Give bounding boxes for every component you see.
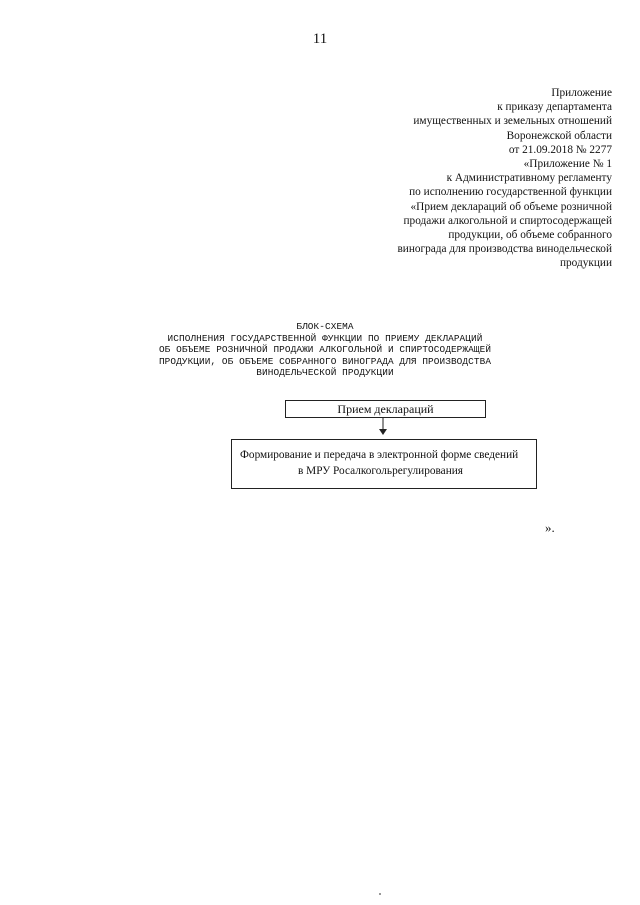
flowchart-step-reception xyxy=(285,400,486,418)
flow-arrow-down-icon xyxy=(376,418,390,439)
scheme-title-line: ПРОДУКЦИИ, ОБ ОБЪЕМЕ СОБРАННОГО ВИНОГРАДА ДЛЯ ПРОИЗВОДСТВА xyxy=(158,355,492,367)
flowchart-step-forming-line: Формирование и передача в электронной форме сведений xyxy=(240,449,519,461)
appendix-line: от 21.09.2018 № 2277 xyxy=(508,143,612,156)
appendix-line: Воронежской области xyxy=(506,129,612,142)
scheme-title-line: ИСПОЛНЕНИЯ ГОСУДАРСТВЕННОЙ ФУНКЦИИ ПО ПРИЕМУ ДЕКЛАРАЦИЙ xyxy=(167,332,483,344)
flowchart-step-reception-label: Прием деклараций xyxy=(337,402,434,416)
scheme-title xyxy=(150,321,500,379)
appendix-line: продукции, об объеме собранного xyxy=(448,229,612,242)
appendix-line: продукции xyxy=(559,257,612,270)
appendix-line: по исполнению государственной функции xyxy=(409,186,612,199)
appendix-line: имущественных и земельных отношений xyxy=(413,115,612,128)
appendix-line: к приказу департамента xyxy=(497,101,612,114)
scan-speck xyxy=(379,893,381,895)
page-number: 11 xyxy=(312,31,328,47)
scheme-title-line: ОБ ОБЪЕМЕ РОЗНИЧНОЙ ПРОДАЖИ АЛКОГОЛЬНОЙ И СПИРТОСОДЕРЖАЩЕЙ xyxy=(158,344,492,356)
scheme-title-line: ВИНОДЕЛЬЧЕСКОЙ ПРОДУКЦИИ xyxy=(256,367,394,379)
appendix-line: Приложение xyxy=(551,87,612,99)
appendix-header xyxy=(312,86,612,271)
flowchart-step-forming xyxy=(231,439,537,489)
scheme-title-line: БЛОК-СХЕМА xyxy=(296,321,354,332)
appendix-line: продажи алкогольной и спиртосодержащей xyxy=(403,214,612,227)
appendix-line: винограда для производства винодельческой xyxy=(397,243,612,256)
flowchart-step-forming-line: в МРУ Росалкогольрегулирования xyxy=(298,465,463,477)
appendix-line: к Административному регламенту xyxy=(446,172,612,185)
appendix-line: «Прием деклараций об объеме розничной xyxy=(410,200,612,213)
closing-quote-mark: ». xyxy=(545,520,555,535)
appendix-line: «Приложение № 1 xyxy=(523,158,612,171)
